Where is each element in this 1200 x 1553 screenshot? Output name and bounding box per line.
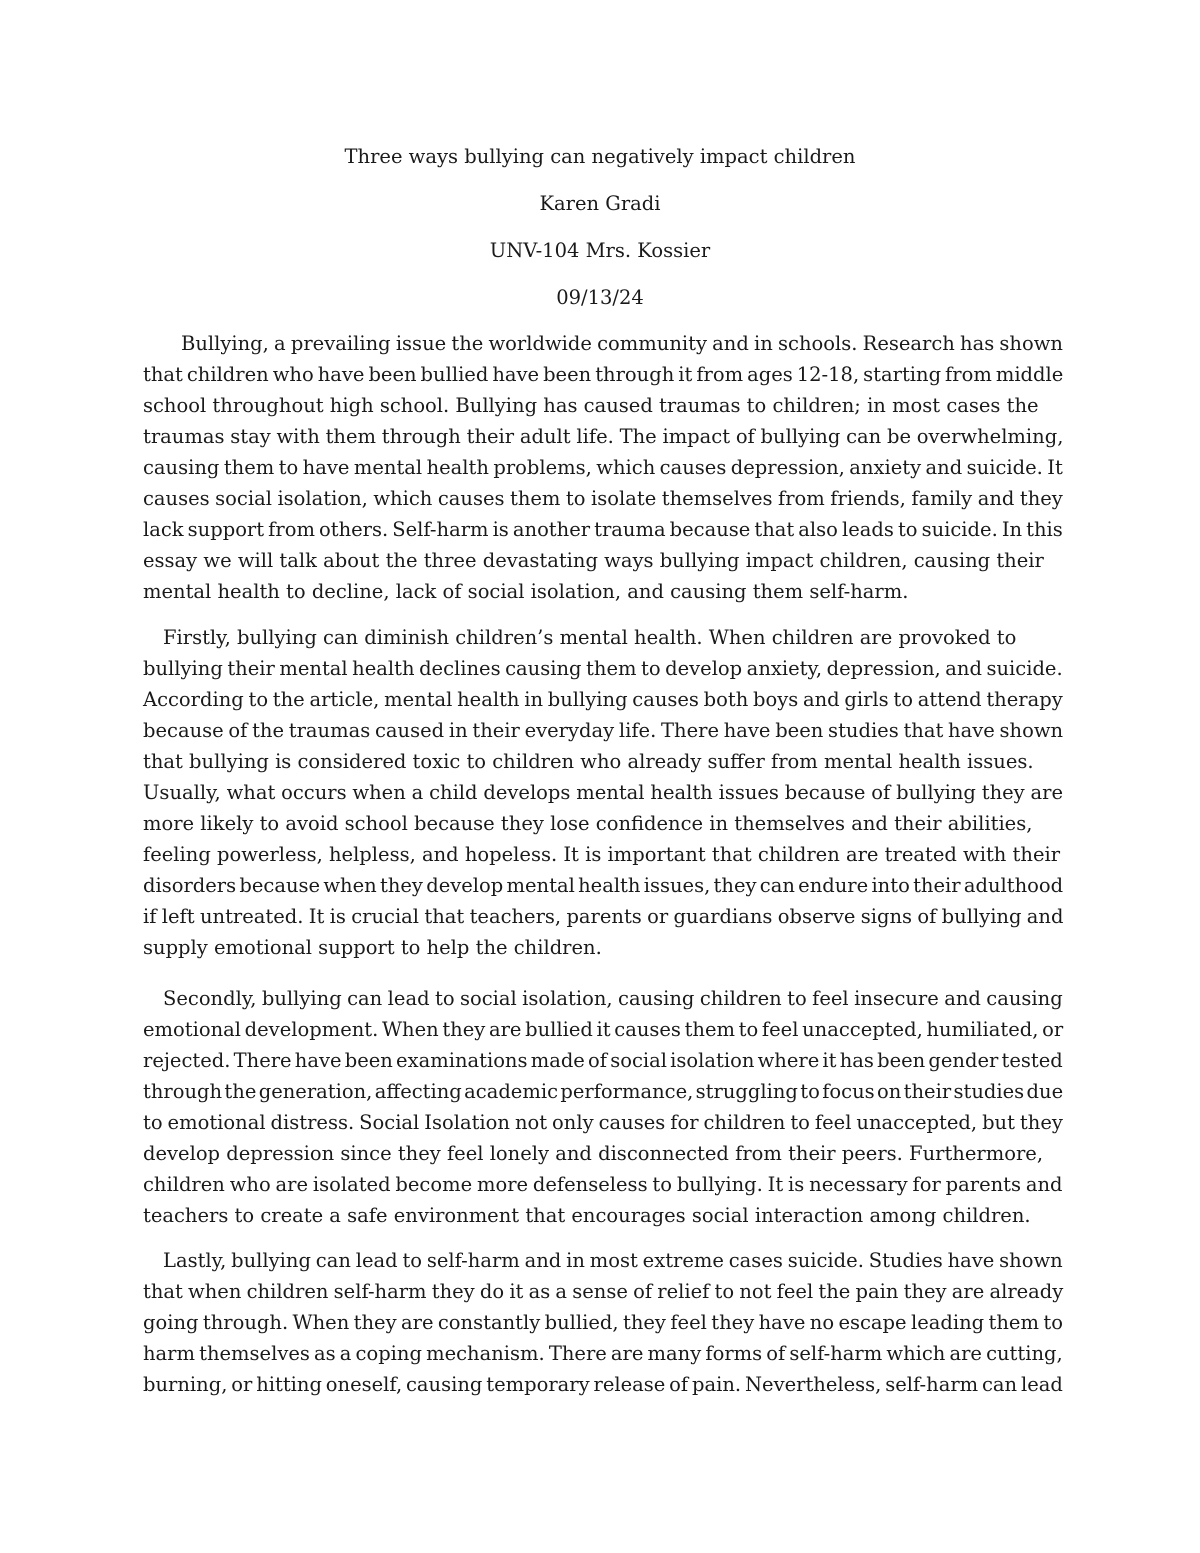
paragraph-line: Usually, what occurs when a child develops mental health issues because of bullying they are [143, 781, 1064, 804]
paragraph-line: that when children self-harm they do it as a sense of relief to not feel the pain they are already [143, 1280, 1064, 1303]
paragraph-line: supply emotional support to help the children. [143, 936, 602, 959]
paragraph-line: Firstly, bullying can diminish children’s mental health. When children are provoked to [163, 626, 1017, 649]
paragraph-line: rejected. There have been examinations made of social isolation where it has been gender tested [143, 1049, 1063, 1072]
paragraph-line: causing them to have mental health problems, which causes depression, anxiety and suicide. It [143, 456, 1063, 479]
paragraph-social-isolation [143, 983, 1063, 1231]
paragraph-line: harm themselves as a coping mechanism. There are many forms of self-harm which are cutting, [143, 1342, 1063, 1365]
paragraph-line: Bullying, a prevailing issue the worldwide community and in schools. Research has shown [181, 332, 1063, 355]
paragraph-line: Lastly, bullying can lead to self-harm and in most extreme cases suicide. Studies have shown [163, 1249, 1063, 1272]
paragraph-line: disorders because when they develop mental health issues, they can endure into their adulthood [143, 874, 1064, 897]
paragraph-line: children who are isolated become more defenseless to bullying. It is necessary for parents and [143, 1173, 1063, 1196]
paragraph-line: emotional development. When they are bullied it causes them to feel unaccepted, humiliated, or [143, 1018, 1064, 1041]
paragraph-line: going through. When they are constantly bullied, they feel they have no escape leading them to [143, 1311, 1063, 1334]
paragraph-intro [143, 328, 1063, 607]
paragraph-line: burning, or hitting oneself, causing temporary release of pain. Nevertheless, self-harm can lead [143, 1373, 1063, 1396]
paragraph-mental-health [143, 622, 1063, 963]
paragraph-line: teachers to create a safe environment that encourages social interaction among children. [143, 1204, 1031, 1227]
paragraph-line: feeling powerless, helpless, and hopeless. It is important that children are treated with their [143, 843, 1061, 866]
essay-date: 09/13/24 [556, 286, 644, 309]
paragraph-line: develop depression since they feel lonely and disconnected from their peers. Furthermore, [143, 1142, 1044, 1165]
paragraph-line: that bullying is considered toxic to children who already suffer from mental health issues. [143, 750, 1034, 773]
paragraph-line: Secondly, bullying can lead to social isolation, causing children to feel insecure and causing [163, 987, 1063, 1010]
paragraph-line: school throughout high school. Bullying has caused traumas to children; in most cases the [143, 394, 1039, 417]
author-name: Karen Gradi [539, 192, 661, 215]
essay-title: Three ways bullying can negatively impact children [344, 145, 856, 168]
paragraph-line: causes social isolation, which causes them to isolate themselves from friends, family and they [143, 487, 1063, 510]
paragraph-line: to emotional distress. Social Isolation not only causes for children to feel unaccepted, but they [143, 1111, 1063, 1134]
course-info: UNV-104 Mrs. Kossier [489, 239, 711, 262]
paragraph-line: traumas stay with them through their adult life. The impact of bullying can be overwhelming, [143, 425, 1064, 448]
paragraph-self-harm [143, 1245, 1063, 1400]
paragraph-line: bullying their mental health declines causing them to develop anxiety, depression, and suicide. [143, 657, 1063, 680]
paragraph-line: lack support from others. Self-harm is another trauma because that also leads to suicide. In this [143, 518, 1063, 541]
paragraph-line: if left untreated. It is crucial that teachers, parents or guardians observe signs of bullying and [143, 905, 1064, 928]
paragraph-line: essay we will talk about the three devastating ways bullying impact children, causing their [143, 549, 1044, 572]
paragraph-line: more likely to avoid school because they lose confidence in themselves and their abilities, [143, 812, 1033, 835]
paragraph-line: because of the traumas caused in their everyday life. There have been studies that have shown [143, 719, 1064, 742]
paragraph-line: that children who have been bullied have been through it from ages 12-18, starting from middle [143, 363, 1064, 386]
paragraph-line: through the generation, affecting academic performance, struggling to focus on their studies due [143, 1080, 1064, 1103]
paragraph-line: According to the article, mental health in bullying causes both boys and girls to attend therapy [143, 688, 1063, 711]
paragraph-line: mental health to decline, lack of social isolation, and causing them self-harm. [143, 580, 909, 603]
